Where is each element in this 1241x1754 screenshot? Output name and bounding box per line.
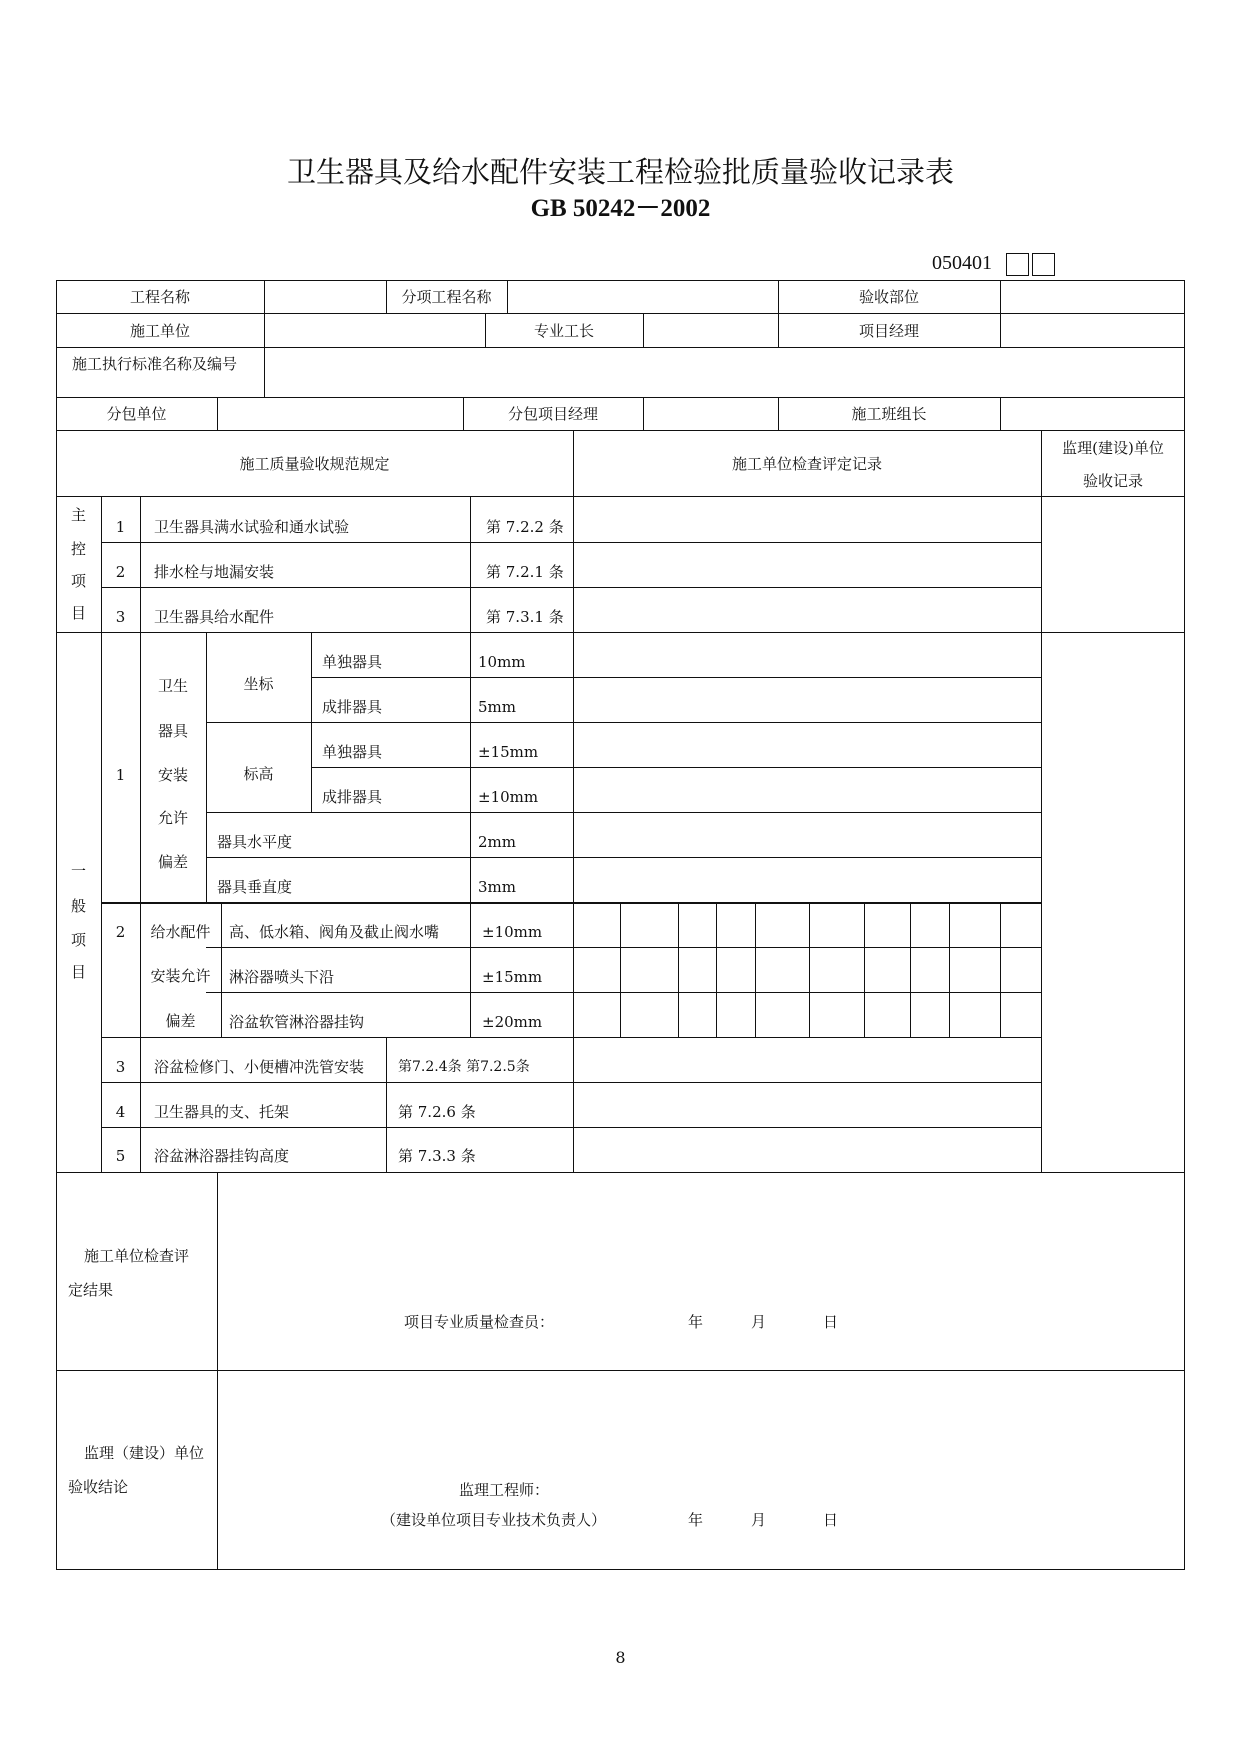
allowed-value: ±15mm xyxy=(482,968,543,986)
allowed-value: ±15mm xyxy=(478,743,539,761)
label-sub-project-name: 分项工程名称 xyxy=(401,288,492,306)
col-header-supervision-1: 监理(建设)单位 xyxy=(1062,439,1164,457)
sub-item: 成排器具 xyxy=(322,788,383,806)
supervision-record-area[interactable] xyxy=(1042,497,1183,1171)
result-label: 施工单位检查评 xyxy=(84,1247,190,1265)
label-project-name: 工程名称 xyxy=(129,288,190,306)
row-number: 3 xyxy=(115,608,126,626)
item1-group-label: 安装 xyxy=(157,766,188,784)
item2-group-label: 偏差 xyxy=(165,1012,196,1030)
allowed-value: ±10mm xyxy=(482,923,543,941)
sub-item: 浴盆软管淋浴器挂钩 xyxy=(229,1013,365,1031)
sub-item: 器具垂直度 xyxy=(217,878,293,896)
row-number: 3 xyxy=(115,1058,126,1076)
elev-label: 标高 xyxy=(243,765,274,783)
row-item: 排水栓与地漏安装 xyxy=(154,563,275,581)
col-header-spec: 施工质量验收规范规定 xyxy=(239,455,390,473)
foreman-field[interactable] xyxy=(644,314,777,346)
item1-group-label: 允许 xyxy=(157,809,188,827)
main-control-label: 控 xyxy=(70,540,86,558)
date-year: 年 xyxy=(688,1313,704,1331)
form-standard: GB 50242－2002 xyxy=(530,195,711,222)
row-clause: 第 7.2.6 条 xyxy=(398,1103,476,1121)
sub-item: 高、低水箱、阀角及截止阀水嘴 xyxy=(229,923,440,941)
allowed-value: 3mm xyxy=(478,878,516,896)
date-day: 日 xyxy=(823,1511,839,1529)
conclusion-field[interactable] xyxy=(218,1371,1183,1568)
row-clause: 第 7.2.1 条 xyxy=(486,563,564,581)
construction-unit-field[interactable] xyxy=(265,314,484,346)
form-code: 050401 xyxy=(932,252,992,274)
row-number: 2 xyxy=(115,563,126,581)
result-field[interactable] xyxy=(218,1173,1183,1369)
item1-group-label: 器具 xyxy=(157,722,188,740)
label-project-manager: 项目经理 xyxy=(858,322,919,340)
row-clause: 第7.2.4条 第7.2.5条 xyxy=(398,1059,530,1075)
label-team-leader: 施工班组长 xyxy=(851,405,927,423)
allowed-value: ±20mm xyxy=(482,1013,543,1031)
date-month: 月 xyxy=(751,1511,767,1529)
row-number: 2 xyxy=(115,923,126,941)
conclusion-label: 验收结论 xyxy=(68,1478,129,1496)
row-number: 4 xyxy=(115,1103,126,1121)
page-number: 8 xyxy=(615,1648,626,1667)
row-clause: 第 7.3.1 条 xyxy=(486,608,564,626)
allowed-value: ±10mm xyxy=(478,788,539,806)
sub-item: 单独器具 xyxy=(322,653,383,671)
team-leader-field[interactable] xyxy=(1001,398,1183,429)
item1-group-label: 偏差 xyxy=(157,853,188,871)
project-name-field[interactable] xyxy=(265,281,385,312)
label-subcontract-manager: 分包项目经理 xyxy=(507,405,598,423)
general-label: 项 xyxy=(70,931,86,949)
item2-group-label: 给水配件 xyxy=(150,923,211,941)
col-header-check-record: 施工单位检查评定记录 xyxy=(731,455,882,473)
row-clause: 第 7.3.3 条 xyxy=(398,1147,476,1165)
allowed-value: 2mm xyxy=(478,833,516,851)
item2-group-label: 安装允许 xyxy=(150,967,211,985)
code-box-1[interactable] xyxy=(1006,253,1029,276)
conclusion-label: 监理（建设）单位 xyxy=(84,1444,205,1462)
col-line xyxy=(470,902,471,1037)
standard-name-field[interactable] xyxy=(265,348,1183,396)
result-label: 定结果 xyxy=(68,1281,114,1299)
subcontract-unit-field[interactable] xyxy=(218,398,462,429)
col-line xyxy=(470,496,471,902)
date-day: 日 xyxy=(823,1313,839,1331)
acceptance-part-field[interactable] xyxy=(1001,281,1183,312)
row-number: 1 xyxy=(115,518,126,536)
owner-rep-label: （建设单位项目专业技术负责人） xyxy=(381,1511,607,1529)
label-subcontract-unit: 分包单位 xyxy=(106,405,167,423)
label-standard-name: 施工执行标准名称及编号 xyxy=(72,355,238,373)
row-number: 5 xyxy=(115,1147,126,1165)
main-control-label: 主 xyxy=(70,506,86,524)
sub-item: 成排器具 xyxy=(322,698,383,716)
allowed-value: 10mm xyxy=(478,653,526,671)
sub-item: 器具水平度 xyxy=(217,833,293,851)
main-control-label: 目 xyxy=(70,604,86,622)
label-construction-unit: 施工单位 xyxy=(129,322,190,340)
code-box-2[interactable] xyxy=(1032,253,1055,276)
col-line xyxy=(311,632,312,812)
sub-item: 单独器具 xyxy=(322,743,383,761)
general-label: 目 xyxy=(70,963,86,981)
col-line xyxy=(221,902,222,1037)
date-year: 年 xyxy=(688,1511,704,1529)
row-item: 浴盆检修门、小便槽冲洗管安装 xyxy=(154,1058,365,1076)
supervision-engineer-label: 监理工程师： xyxy=(459,1481,550,1499)
label-acceptance-part: 验收部位 xyxy=(858,288,919,306)
date-month: 月 xyxy=(751,1313,767,1331)
check-record-area[interactable] xyxy=(574,497,1040,1171)
allowed-value: 5mm xyxy=(478,698,516,716)
col-header-supervision-2: 验收记录 xyxy=(1082,472,1143,490)
item1-group-label: 卫生 xyxy=(157,677,188,695)
col-line xyxy=(386,1037,387,1172)
row-item: 浴盆淋浴器挂钩高度 xyxy=(154,1147,290,1165)
general-label: 一 xyxy=(70,862,86,880)
row-line xyxy=(56,430,1185,431)
form-title: 卫生器具及给水配件安装工程检验批质量验收记录表 xyxy=(286,155,954,189)
coord-label: 坐标 xyxy=(243,675,274,693)
row-item: 卫生器具给水配件 xyxy=(154,608,275,626)
row-item: 卫生器具的支、托架 xyxy=(154,1103,290,1121)
col-line xyxy=(140,496,141,1172)
subcontract-manager-field[interactable] xyxy=(644,398,777,429)
row-clause: 第 7.2.2 条 xyxy=(486,518,564,536)
row-number: 1 xyxy=(115,766,126,784)
sub-project-name-field[interactable] xyxy=(508,281,777,312)
row-item: 卫生器具满水试验和通水试验 xyxy=(154,518,350,536)
main-control-label: 项 xyxy=(70,572,86,590)
general-label: 般 xyxy=(70,897,86,915)
project-manager-field[interactable] xyxy=(1001,314,1183,346)
label-foreman: 专业工长 xyxy=(533,322,594,340)
quality-inspector-label: 项目专业质量检查员： xyxy=(404,1313,555,1331)
sub-item: 淋浴器喷头下沿 xyxy=(229,968,335,986)
